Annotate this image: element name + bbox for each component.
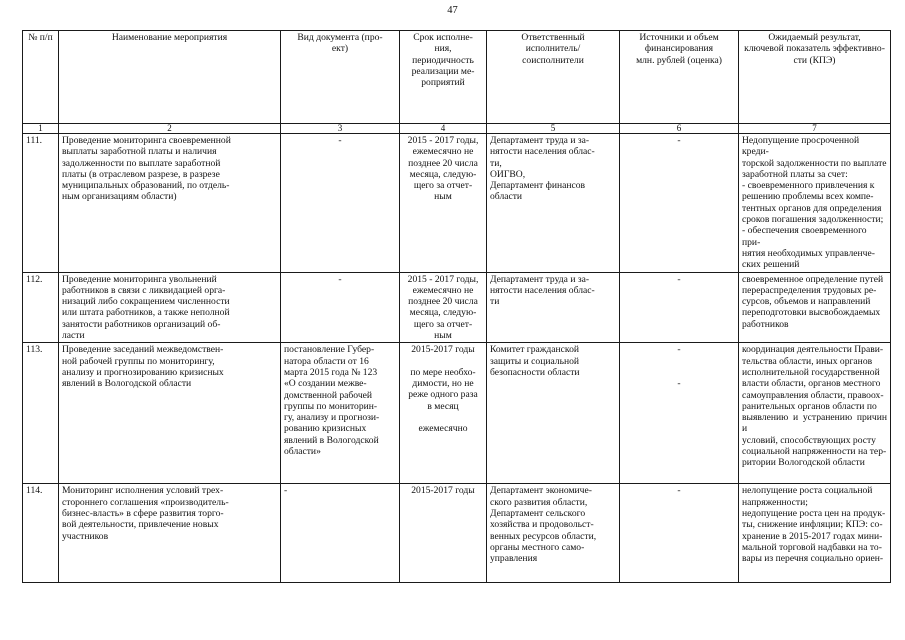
executor: Департамент труда и за- нятости населения облас- ти, ОИГВО, Департамент финансов области (487, 134, 620, 273)
header-cell: Срок исполне- ния, периодичность реализации ме- роприятий (400, 31, 487, 124)
document-type: - (281, 134, 400, 273)
executor: Департамент экономиче- ского развития области, Департамент сельского хозяйства и продовольст- венных ресурсов области, органы местного само- управления (487, 484, 620, 583)
column-number: 3 (281, 124, 400, 134)
measures-table (22, 30, 891, 583)
table-row (23, 272, 891, 343)
term: 2015 - 2017 годы, ежемесячно не позднее 20 числа месяца, следую- щего за отчет- ным (400, 272, 487, 343)
column-number: 7 (739, 124, 891, 134)
term (400, 343, 487, 484)
measure-name: Проведение мониторинга своевременной выплаты заработной платы и наличия задолженности по выплате заработной платы (в отраслевом разрезе, в разрезе муниципальных образований, по отдель- ным организациям области) (59, 134, 281, 273)
row-number: 114. (23, 484, 59, 583)
expected-result: нелопущение роста социальной напряженности; недопущение роста цен на продук- ты, снижение инфляции; КПЭ: со- хранение в 2015-2017 годах мини- мальной торговой надбавки на то- вары из перечня социально ориен- (739, 484, 891, 583)
measure-name: Проведение заседаний межведомствен- ной рабочей группы по мониторингу, анализу и прогнозированию кризисных явлений в Вологодской области (59, 343, 281, 484)
measure-name: Проведение мониторинга увольнений работников в связи с ликвидацией орга- низаций либо сокращением численности или штата работников, а также неполной занятости работников организаций об- ласти (59, 272, 281, 343)
header-cell: Ответственный исполнитель/ соисполнители (487, 31, 620, 124)
table-row (23, 134, 891, 273)
term: 2015 - 2017 годы, ежемесячно не позднее 20 числа месяца, следую- щего за отчет- ным (400, 134, 487, 273)
financing: - (620, 484, 739, 583)
table-header-row (23, 31, 891, 124)
expected-result: Недопущение просроченной креди- торской задолженности по выплате заработной платы за счет: - своевременного привлечения к решению проблемы всех компе- тентных органов для определения сроков погашения задолженности; - обеспечения своевременного при- нятия необходимых управленче- ских решений (739, 134, 891, 273)
financing-value: - (677, 377, 681, 389)
header-cell: Ожидаемый результат, ключевой показатель эффективно- сти (КПЭ) (739, 31, 891, 124)
executor: Комитет гражданской защиты и социальной безопасности области (487, 343, 620, 484)
document-type: постановление Губер- натора области от 16 марта 2015 года № 123 «О создании межве- домственной рабочей группы по мониторин- гу, анализу и прогнози- рованию кризисных явлений в Вологодской области» (281, 343, 400, 484)
document-type: - (281, 484, 400, 583)
column-number: 2 (59, 124, 281, 134)
page-number: 47 (447, 5, 458, 16)
executor: Департамент труда и за- нятости населения облас- ти (487, 272, 620, 343)
term-frequency: по мере необхо- димости, но не реже одного раза в месяц (408, 366, 478, 412)
financing: - (620, 272, 739, 343)
column-number: 6 (620, 124, 739, 134)
financing: - (620, 134, 739, 273)
row-number: 113. (23, 343, 59, 484)
header-cell: № п/п (23, 31, 59, 124)
column-number: 5 (487, 124, 620, 134)
term-frequency-monthly: ежемесячно (418, 422, 468, 434)
header-cell: Вид документа (про- ект) (281, 31, 400, 124)
row-number: 112. (23, 272, 59, 343)
table-row (23, 484, 891, 583)
measure-name: Мониторинг исполнения условий трех- стороннего соглашения «производитель- бизнес-власть» в сфере развития торго- вой деятельности, привлечение новых участников (59, 484, 281, 583)
term: 2015-2017 годы (400, 484, 487, 583)
row-number: 111. (23, 134, 59, 273)
document-type: - (281, 272, 400, 343)
financing-value: - (677, 344, 681, 356)
column-number: 1 (23, 124, 59, 134)
column-number-row (23, 124, 891, 134)
expected-result: координация деятельности Прави- тельства области, иных органов исполнительной государственной власти области, органов местного самоуправления области, правоох- ранительных органов области по выявлению и устранению причин и условий, способствующих росту социальной напряженности на тер- ритории Вологодской области (739, 343, 891, 484)
column-number: 4 (400, 124, 487, 134)
expected-result: своевременное определение путей перераспределения трудовых ре- сурсов, объемов и направлений переподготовки высвобождаемых работников (739, 272, 891, 343)
header-cell: Источники и объем финансирования млн. рублей (оценка) (620, 31, 739, 124)
term-period: 2015-2017 годы (411, 344, 475, 356)
table-row (23, 343, 891, 484)
header-cell: Наименование мероприятия (59, 31, 281, 124)
financing (620, 343, 739, 484)
